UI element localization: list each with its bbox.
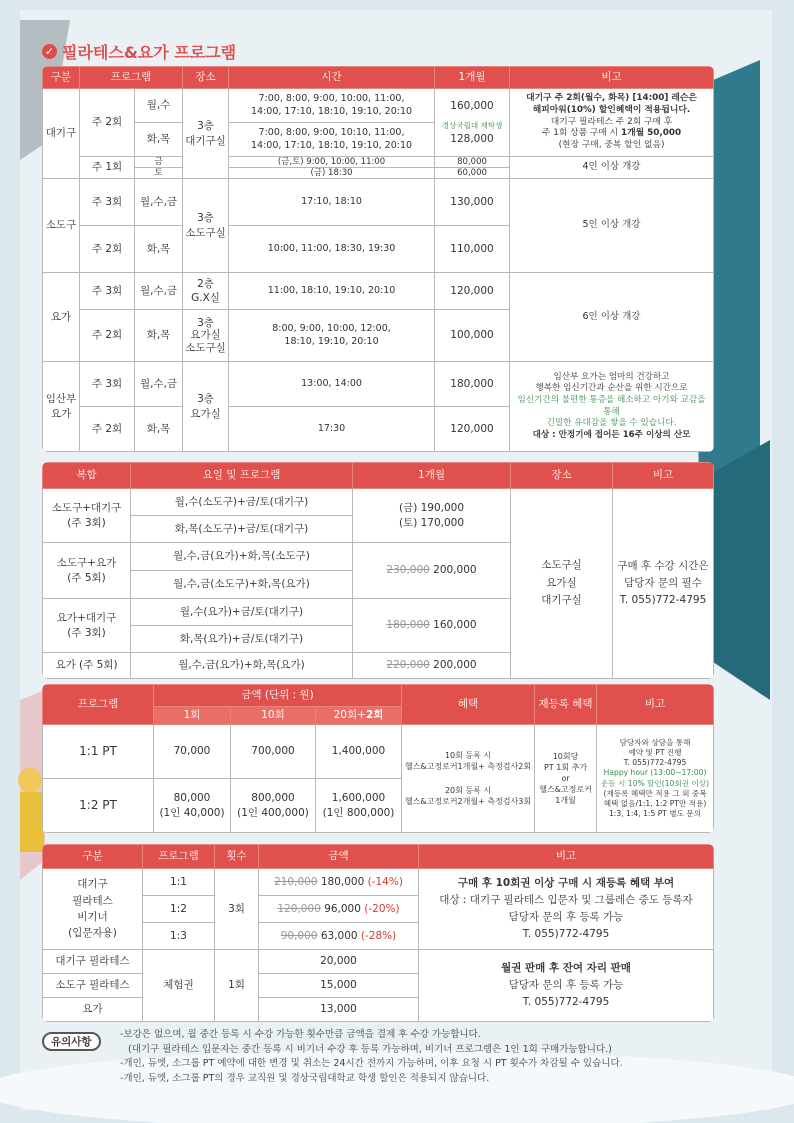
combo-label: 요가+대기구 (주 3회) <box>43 599 131 653</box>
note-min: 5인 이상 개강 <box>510 179 714 273</box>
note-line: 해피아워(10%) 할인혜택이 적용됩니다. <box>532 104 691 115</box>
price-cell <box>435 89 510 157</box>
trial-label: 요가 <box>43 998 143 1022</box>
price: 120,000 <box>435 407 510 452</box>
days: 화,목 <box>135 310 183 362</box>
category-daegigu: 대기구 <box>43 89 80 179</box>
header-1-session: 1회 <box>154 707 231 725</box>
beginner-table-header <box>43 845 714 869</box>
note-line: 대기구 필라테스 주 2회 구매 후 <box>550 116 673 127</box>
note-line: (현장 구매, 중복 할인 없음) <box>558 140 665 151</box>
header-time: 시간 <box>229 67 435 89</box>
header-monthly: 1개월 <box>353 463 511 489</box>
header-monthly: 1개월 <box>435 67 510 89</box>
combo-table <box>42 462 714 679</box>
header-amount: 금액 <box>259 845 419 869</box>
combo-schedule: 월,수(소도구)+금/토(대기구) <box>131 489 353 516</box>
note-line: 구매 후 10회권 이상 구매 시 재등록 혜택 부여 <box>457 877 675 890</box>
note-line: 임신기간의 불편한 통증을 해소하고 아기와 교감을 통해 <box>517 394 706 417</box>
notes-lines <box>120 1028 750 1086</box>
time-slots: 17:10, 18:10 <box>229 179 435 226</box>
trial-type: 체험권 <box>143 950 215 1022</box>
note-line: 담당자 문의 후 등록 가능 <box>508 979 624 992</box>
pt-table <box>42 684 714 833</box>
table-row <box>43 725 714 779</box>
note-line: 임산부 요가는 엄마의 건강하고 <box>553 371 670 382</box>
time-slots: 8:00, 9:00, 10:00, 12:00, 18:10, 19:10, 20:10 <box>229 310 435 362</box>
combo-label: 소도구+요가 (주 5회) <box>43 543 131 599</box>
time-slots: 7:00, 8:00, 9:00, 10:00, 11:00, 14:00, 17:10, 18:10, 19:10, 20:10 <box>229 89 435 123</box>
days: 화,목 <box>135 407 183 452</box>
note-line <box>512 128 711 140</box>
table-row <box>43 273 714 310</box>
header-note: 비고 <box>510 67 714 89</box>
combo-schedule: 월,수,금(요가)+화,목(요가) <box>131 653 353 679</box>
days: 토 <box>135 168 183 179</box>
old-price: 90,000 <box>280 929 318 942</box>
pt-price-10: 800,000 (1인 400,000) <box>231 779 316 833</box>
header-program: 프로그램 <box>43 685 154 725</box>
combo-price <box>353 599 511 653</box>
price: 180,000 <box>435 362 510 407</box>
beginner-table <box>42 844 714 1022</box>
combo-price <box>353 543 511 599</box>
discount-rate: (-14%) <box>367 875 403 888</box>
table-row <box>43 89 714 123</box>
combo-table-header <box>43 463 714 489</box>
new-price: 63,000 <box>320 929 358 942</box>
days: 화,목 <box>135 123 183 157</box>
days: 월,수,금 <box>135 362 183 407</box>
beginner-price <box>259 923 419 950</box>
combo-price <box>353 653 511 679</box>
beginner-count: 3회 <box>215 869 259 950</box>
page-title-text: 필라테스&요가 프로그램 <box>62 42 237 62</box>
header-category: 구분 <box>43 845 143 869</box>
time-slots: (금) 18:30 <box>229 168 435 179</box>
frequency: 주 2회 <box>80 407 135 452</box>
table-row <box>43 157 714 168</box>
header-rereg: 재등록 혜택 <box>535 685 597 725</box>
discount-rate: (-28%) <box>360 929 397 942</box>
table-row <box>43 869 714 896</box>
days: 금 <box>135 157 183 168</box>
pt-price-1: 80,000 (1인 40,000) <box>154 779 231 833</box>
trial-label: 소도구 필라테스 <box>43 974 143 998</box>
header-note: 비고 <box>419 845 714 869</box>
header-place: 장소 <box>511 463 613 489</box>
notes-badge: 유의사항 <box>42 1032 101 1051</box>
combo-note: 구매 후 수강 시간은 담당자 문의 필수 T. 055)772-4795 <box>613 489 714 679</box>
days: 월,수,금 <box>135 179 183 226</box>
new-price: 200,000 <box>433 564 477 577</box>
price: 160,000 <box>450 100 494 113</box>
table-row <box>43 362 714 407</box>
note-text: 주 1회 상품 구매 시 <box>541 128 621 139</box>
combo-label: 소도구+대기구 (주 3회) <box>43 489 131 543</box>
combo-schedule: 월,수,금(요가)+화,목(소도구) <box>131 543 353 571</box>
trial-price: 20,000 <box>259 950 419 974</box>
pt-price-1: 70,000 <box>154 725 231 779</box>
header-amount: 금액 (단위 : 원) <box>154 685 402 707</box>
note-line: T. 055)772-4795 <box>522 927 610 940</box>
table-row <box>43 489 714 516</box>
discount-rate: (-20%) <box>364 902 400 915</box>
check-circle-icon: ✓ <box>42 44 57 59</box>
time-slots: 17:30 <box>229 407 435 452</box>
combo-schedule: 화,목(소도구)+금/토(대기구) <box>131 516 353 543</box>
time-slots: (금,토) 9:00, 10:00, 11:00 <box>229 157 435 168</box>
frequency: 주 3회 <box>80 179 135 226</box>
note-line: 담당자와 상담을 통해 예약 및 PT 진행 T. 055)772-4795 <box>619 737 691 767</box>
note-line: 긴밀한 유대감을 쌓을 수 있습니다. <box>546 418 677 429</box>
old-price: 180,000 <box>386 619 430 632</box>
header-10-sessions: 10회 <box>231 707 316 725</box>
header-bonus: 2회 <box>365 709 384 722</box>
time-slots: 13:00, 14:00 <box>229 362 435 407</box>
combo-schedule: 화,목(요가)+금/토(대기구) <box>131 626 353 653</box>
character-figure <box>18 768 42 792</box>
place: 3층 소도구실 <box>183 179 229 273</box>
combo-price: (금) 190,000 (토) 170,000 <box>353 489 511 543</box>
new-price: 200,000 <box>433 659 477 672</box>
beginner-price <box>259 869 419 896</box>
frequency: 주 3회 <box>80 362 135 407</box>
frequency: 주 2회 <box>80 89 135 157</box>
note-daegigu <box>510 89 714 157</box>
beginner-note <box>419 869 714 950</box>
note-line: 대기구 주 2회(월수, 화목) [14:00] 레슨은 <box>526 92 697 103</box>
time-slots: 7:00, 8:00, 9:00, 10:10, 11:00, 14:00, 17:10, 18:10, 19:10, 20:10 <box>229 123 435 157</box>
note-line: 담당자 문의 후 등록 가능 <box>508 911 624 923</box>
time-slots: 10:00, 11:00, 18:30, 19:30 <box>229 226 435 273</box>
student-label: 경상국립대 재학생 <box>441 121 503 131</box>
table-row <box>43 950 714 974</box>
beginner-price <box>259 896 419 923</box>
student-price: 128,000 <box>450 132 494 145</box>
trial-price: 13,000 <box>259 998 419 1022</box>
note-line: 대상 : 안정기에 접어든 16주 이상의 산모 <box>532 429 691 440</box>
program-table-header <box>43 67 714 89</box>
place: 2층 G.X실 <box>183 273 229 310</box>
beginner-program: 1:2 <box>143 896 215 923</box>
new-price: 160,000 <box>433 619 477 632</box>
combo-schedule: 월,수,금(소도구)+화,목(요가) <box>131 571 353 599</box>
price: 130,000 <box>435 179 510 226</box>
header-20-sessions <box>316 707 402 725</box>
pt-label: 1:1 PT <box>43 725 154 779</box>
page-title <box>42 38 236 64</box>
price: 80,000 <box>435 157 510 168</box>
pt-price-20: 1,400,000 <box>316 725 402 779</box>
note-min: 6인 이상 개강 <box>510 273 714 362</box>
note-line: T. 055)772-4795 <box>522 995 610 1008</box>
pt-label: 1:2 PT <box>43 779 154 833</box>
header-note: 비고 <box>613 463 714 489</box>
trial-count: 1회 <box>215 950 259 1022</box>
price: 60,000 <box>435 168 510 179</box>
beginner-label: 대기구 필라테스 비기너 (입문자용) <box>43 869 143 950</box>
trial-note <box>419 950 714 1022</box>
price: 120,000 <box>435 273 510 310</box>
header-text: 20회+ <box>333 709 366 722</box>
category-sodogu: 소도구 <box>43 179 80 273</box>
pt-table-header <box>43 685 714 707</box>
benefit-line: 10회 등록 시 헬스&고정로커1개월+ 측정검사2회 <box>404 751 532 772</box>
note-line: (재등록 혜택만 적용 그 외 중복 혜택 없음/1:1, 1:2 PT만 적용) 1:3, 1:4, 1:5 PT 별도 문의 <box>603 788 707 819</box>
frequency: 주 2회 <box>80 310 135 362</box>
pt-note <box>597 725 714 833</box>
frequency: 주 2회 <box>80 226 135 273</box>
header-program: 프로그램 <box>143 845 215 869</box>
pt-price-20: 1,600,000 (1인 800,000) <box>316 779 402 833</box>
price: 110,000 <box>435 226 510 273</box>
new-price: 180,000 <box>320 875 365 888</box>
header-program: 프로그램 <box>80 67 183 89</box>
pt-price-10: 700,000 <box>231 725 316 779</box>
table-row <box>43 179 714 226</box>
beginner-program: 1:1 <box>143 869 215 896</box>
note-line: -개인, 듀엣, 소그룹 PT의 경우 교직원 및 경상국립대학교 학생 할인은 적용되지 않습니다. <box>120 1072 490 1084</box>
trial-price: 15,000 <box>259 974 419 998</box>
days: 월,수,금 <box>135 273 183 310</box>
place: 3층 요가실 소도구실 <box>183 310 229 362</box>
note-text: 1개월 50,000 <box>620 128 682 139</box>
header-days-program: 요일 및 프로그램 <box>131 463 353 489</box>
beginner-program: 1:3 <box>143 923 215 950</box>
place: 3층 요가실 <box>183 362 229 452</box>
header-count: 횟수 <box>215 845 259 869</box>
combo-schedule: 월,수(요가)+금/토(대기구) <box>131 599 353 626</box>
note-line: Happy hour (13:00~17:00) 운동 시 10% 할인(10회권 이상) <box>600 768 710 788</box>
benefit-line: 20회 등록 시 헬스&고정로커2개월+ 측정검사3회 <box>404 785 532 806</box>
note-line: (대기구 필라테스 입문자는 중간 등록 시 비기너 수강 후 등록 가능하며, 비기너 프로그램은 1인 1회 구매가능합니다.) <box>128 1043 612 1055</box>
program-table <box>42 66 714 452</box>
header-benefit: 혜택 <box>402 685 535 725</box>
pt-rereg: 10회당 PT 1회 추가 or 헬스&고정로커 1개월 <box>535 725 597 833</box>
note-line: 월권 판매 후 잔여 자리 판매 <box>501 962 631 975</box>
price: 100,000 <box>435 310 510 362</box>
frequency: 주 1회 <box>80 157 135 179</box>
header-combo: 복합 <box>43 463 131 489</box>
pt-benefit <box>402 725 535 833</box>
old-price: 120,000 <box>277 902 321 915</box>
old-price: 220,000 <box>386 659 430 672</box>
note-line: -개인, 듀엣, 소그룹 PT 예약에 대한 변경 및 취소는 24시간 전까지 가능하며, 이후 요청 시 PT 횟수가 차감될 수 있습니다. <box>120 1058 623 1069</box>
old-price: 230,000 <box>386 564 430 577</box>
old-price: 210,000 <box>274 875 318 888</box>
category-prenatal-yoga: 임산부 요가 <box>43 362 80 452</box>
header-place: 장소 <box>183 67 229 89</box>
note-line: -보강은 없으며, 월 중간 등록 시 수강 가능한 횟수만큼 금액을 결제 후 수강 가능합니다. <box>120 1029 481 1040</box>
new-price: 96,000 <box>324 902 361 915</box>
note-min: 4인 이상 개강 <box>510 157 714 179</box>
category-yoga: 요가 <box>43 273 80 362</box>
header-note: 비고 <box>597 685 714 725</box>
note-line: 대상 : 대기구 필라테스 입문자 및 그룹레슨 중도 등록자 <box>439 894 693 907</box>
combo-place: 소도구실 요가실 대기구실 <box>511 489 613 679</box>
note-prenatal <box>510 362 714 452</box>
days: 화,목 <box>135 226 183 273</box>
place: 3층 대기구실 <box>183 89 229 179</box>
time-slots: 11:00, 18:10, 19:10, 20:10 <box>229 273 435 310</box>
header-category: 구분 <box>43 67 80 89</box>
combo-label: 요가 (주 5회) <box>43 653 131 679</box>
note-line: 행복한 임신기간과 순산을 위한 시간으로 <box>535 383 688 394</box>
days: 월,수 <box>135 89 183 123</box>
trial-label: 대기구 필라테스 <box>43 950 143 974</box>
frequency: 주 3회 <box>80 273 135 310</box>
